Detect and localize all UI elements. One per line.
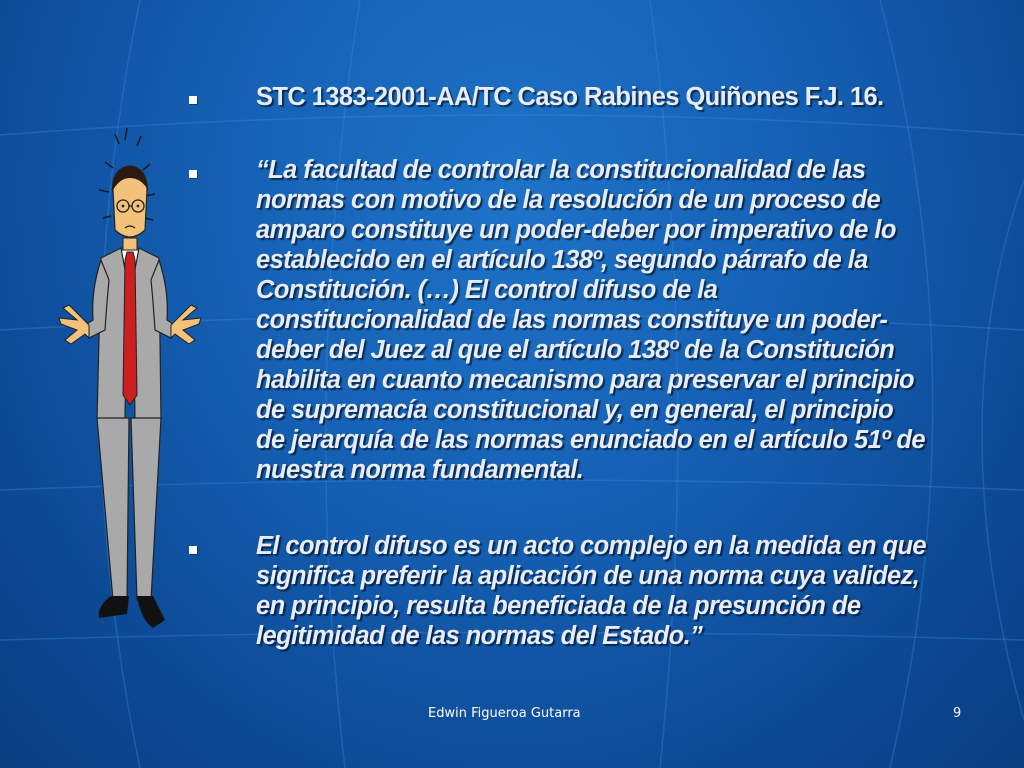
conclusion-line: en principio, resulta beneficiada de la presunción de [256,592,861,620]
conclusion-line: significa preferir la aplicación de una norma cuya validez, [256,562,920,590]
conclusion-line: El control difuso es un acto complejo en la medida en que [256,532,927,560]
quote-line: Constitución. (…) El control difuso de la [256,276,718,304]
quote-line: constitucionalidad de las normas constituye un poder- [256,306,888,334]
quote-line: amparo constituye un poder-deber por imperativo de lo [256,216,896,244]
bullet-marker [189,546,197,554]
bullet-marker [189,170,197,178]
slide-number: 9 [953,706,962,721]
quote-line: “La facultad de controlar la constitucionalidad de las [256,156,866,184]
conclusion-line: legitimidad de las normas del Estado.” [256,622,703,650]
bullet-text-quote [256,155,925,485]
bullet-marker [189,96,197,104]
quote-line: habilita en cuanto mecanismo para preservar el principio [256,366,914,394]
quote-line: nuestra norma fundamental. [256,456,584,484]
bullet-text-citation: STC 1383-2001-AA/TC Caso Rabines Quiñones F.J. 16. [256,83,884,111]
quote-line: de jerarquía de las normas enunciado en el artículo 51º de [256,426,925,454]
confused-man-shrugging-icon [55,120,215,640]
quote-line: establecido en el artículo 138º, segundo párrafo de la [256,246,868,274]
footer-author: Edwin Figueroa Gutarra [428,706,581,721]
bullet-text-conclusion [256,531,926,651]
quote-line: normas con motivo de la resolución de un proceso de [256,186,881,214]
quote-line: deber del Juez al que el artículo 138º de la Constitución [256,336,895,364]
quote-line: de supremacía constitucional y, en general, el principio [256,396,894,424]
